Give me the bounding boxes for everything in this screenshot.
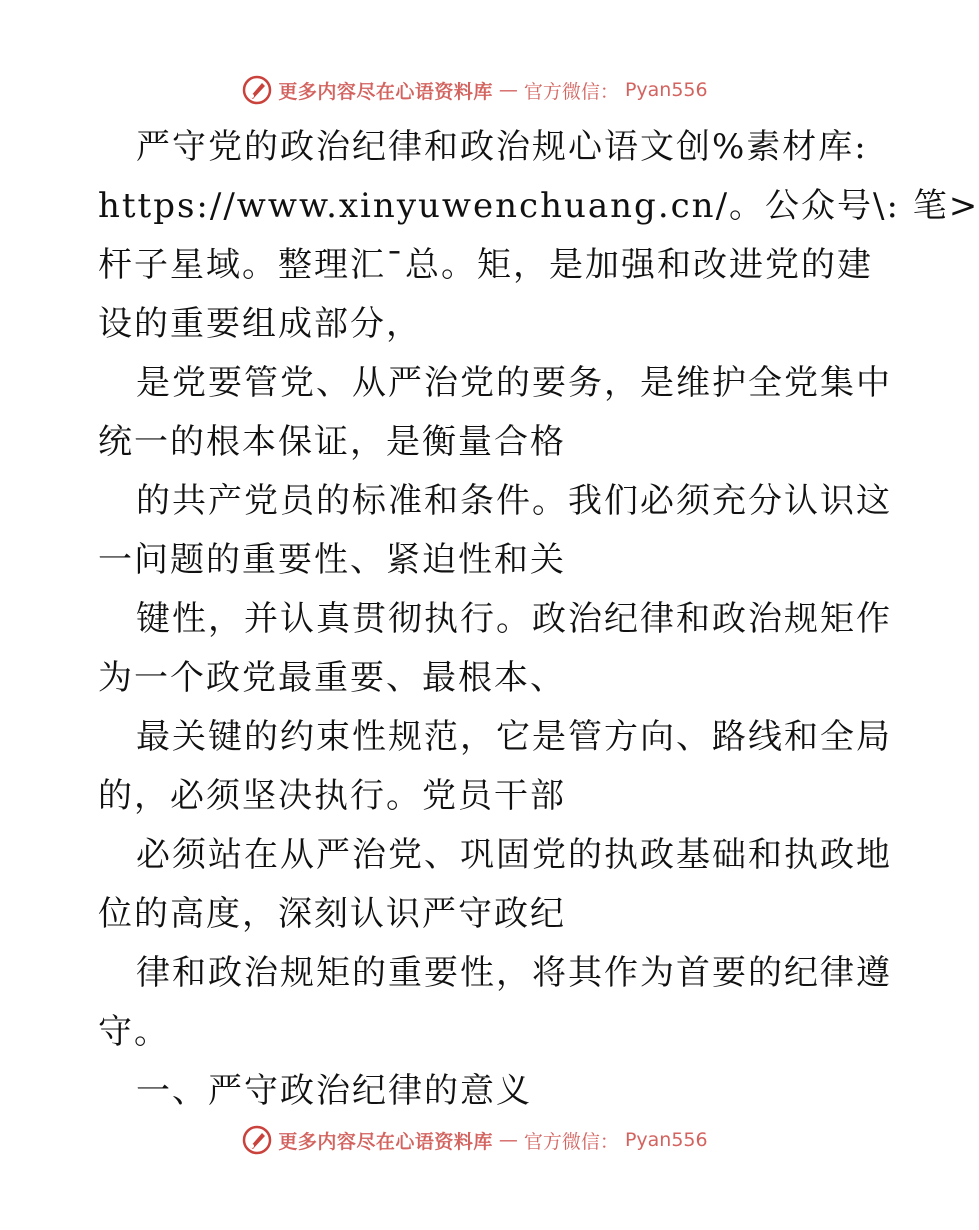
footer-watermark-banner <box>0 1120 950 1160</box>
pen-logo-icon <box>242 75 272 105</box>
body-text-line: 位的高度，深刻认识严守政纪 <box>98 894 566 934</box>
body-text-line: 守。 <box>98 1012 170 1052</box>
watermark-wechat-id: Pyan556 <box>624 1129 708 1151</box>
watermark-separator: — <box>498 79 518 101</box>
body-text-line: 杆子星域。整理汇¯总。矩，是加强和改进党的建 <box>98 245 873 285</box>
watermark-site-text: 更多内容尽在心语资料库 <box>278 1130 493 1153</box>
body-text-line: https://www.xinyuwenchuang.cn/。公众号\: 笔> <box>98 186 979 226</box>
body-text-line: 最关键的约束性规范，它是管方向、路线和全局 <box>136 717 892 757</box>
body-text-line: 严守党的政治纪律和政治规心语文创%素材库: <box>136 127 868 167</box>
watermark-site-text: 更多内容尽在心语资料库 <box>278 80 493 103</box>
body-text-line: 统一的根本保证，是衡量合格 <box>98 422 566 462</box>
body-text-line: 设的重要组成部分， <box>98 304 422 344</box>
body-text-line: 的共产党员的标准和条件。我们必须充分认识这 <box>136 481 892 521</box>
pen-logo-icon <box>242 1125 272 1155</box>
body-text-line: 一问题的重要性、紧迫性和关 <box>98 540 566 580</box>
body-text-line: 是党要管党、从严治党的要务，是维护全党集中 <box>136 363 892 403</box>
document-body <box>98 118 979 1121</box>
body-text-line: 的，必须坚决执行。党员干部 <box>98 776 566 816</box>
body-text-line: 一、严守政治纪律的意义 <box>136 1071 532 1111</box>
header-watermark-banner <box>0 70 950 110</box>
watermark-wechat-label: 官方微信： <box>523 80 619 103</box>
watermark-wechat-id: Pyan556 <box>624 79 708 101</box>
body-text-line: 律和政治规矩的重要性，将其作为首要的纪律遵 <box>136 953 892 993</box>
body-text-line: 键性，并认真贯彻执行。政治纪律和政治规矩作 <box>136 599 892 639</box>
watermark-separator: — <box>498 1129 518 1151</box>
watermark-wechat-label: 官方微信： <box>523 1130 619 1153</box>
body-text-line: 为一个政党最重要、最根本、 <box>98 658 566 698</box>
body-text-line: 必须站在从严治党、巩固党的执政基础和执政地 <box>136 835 892 875</box>
